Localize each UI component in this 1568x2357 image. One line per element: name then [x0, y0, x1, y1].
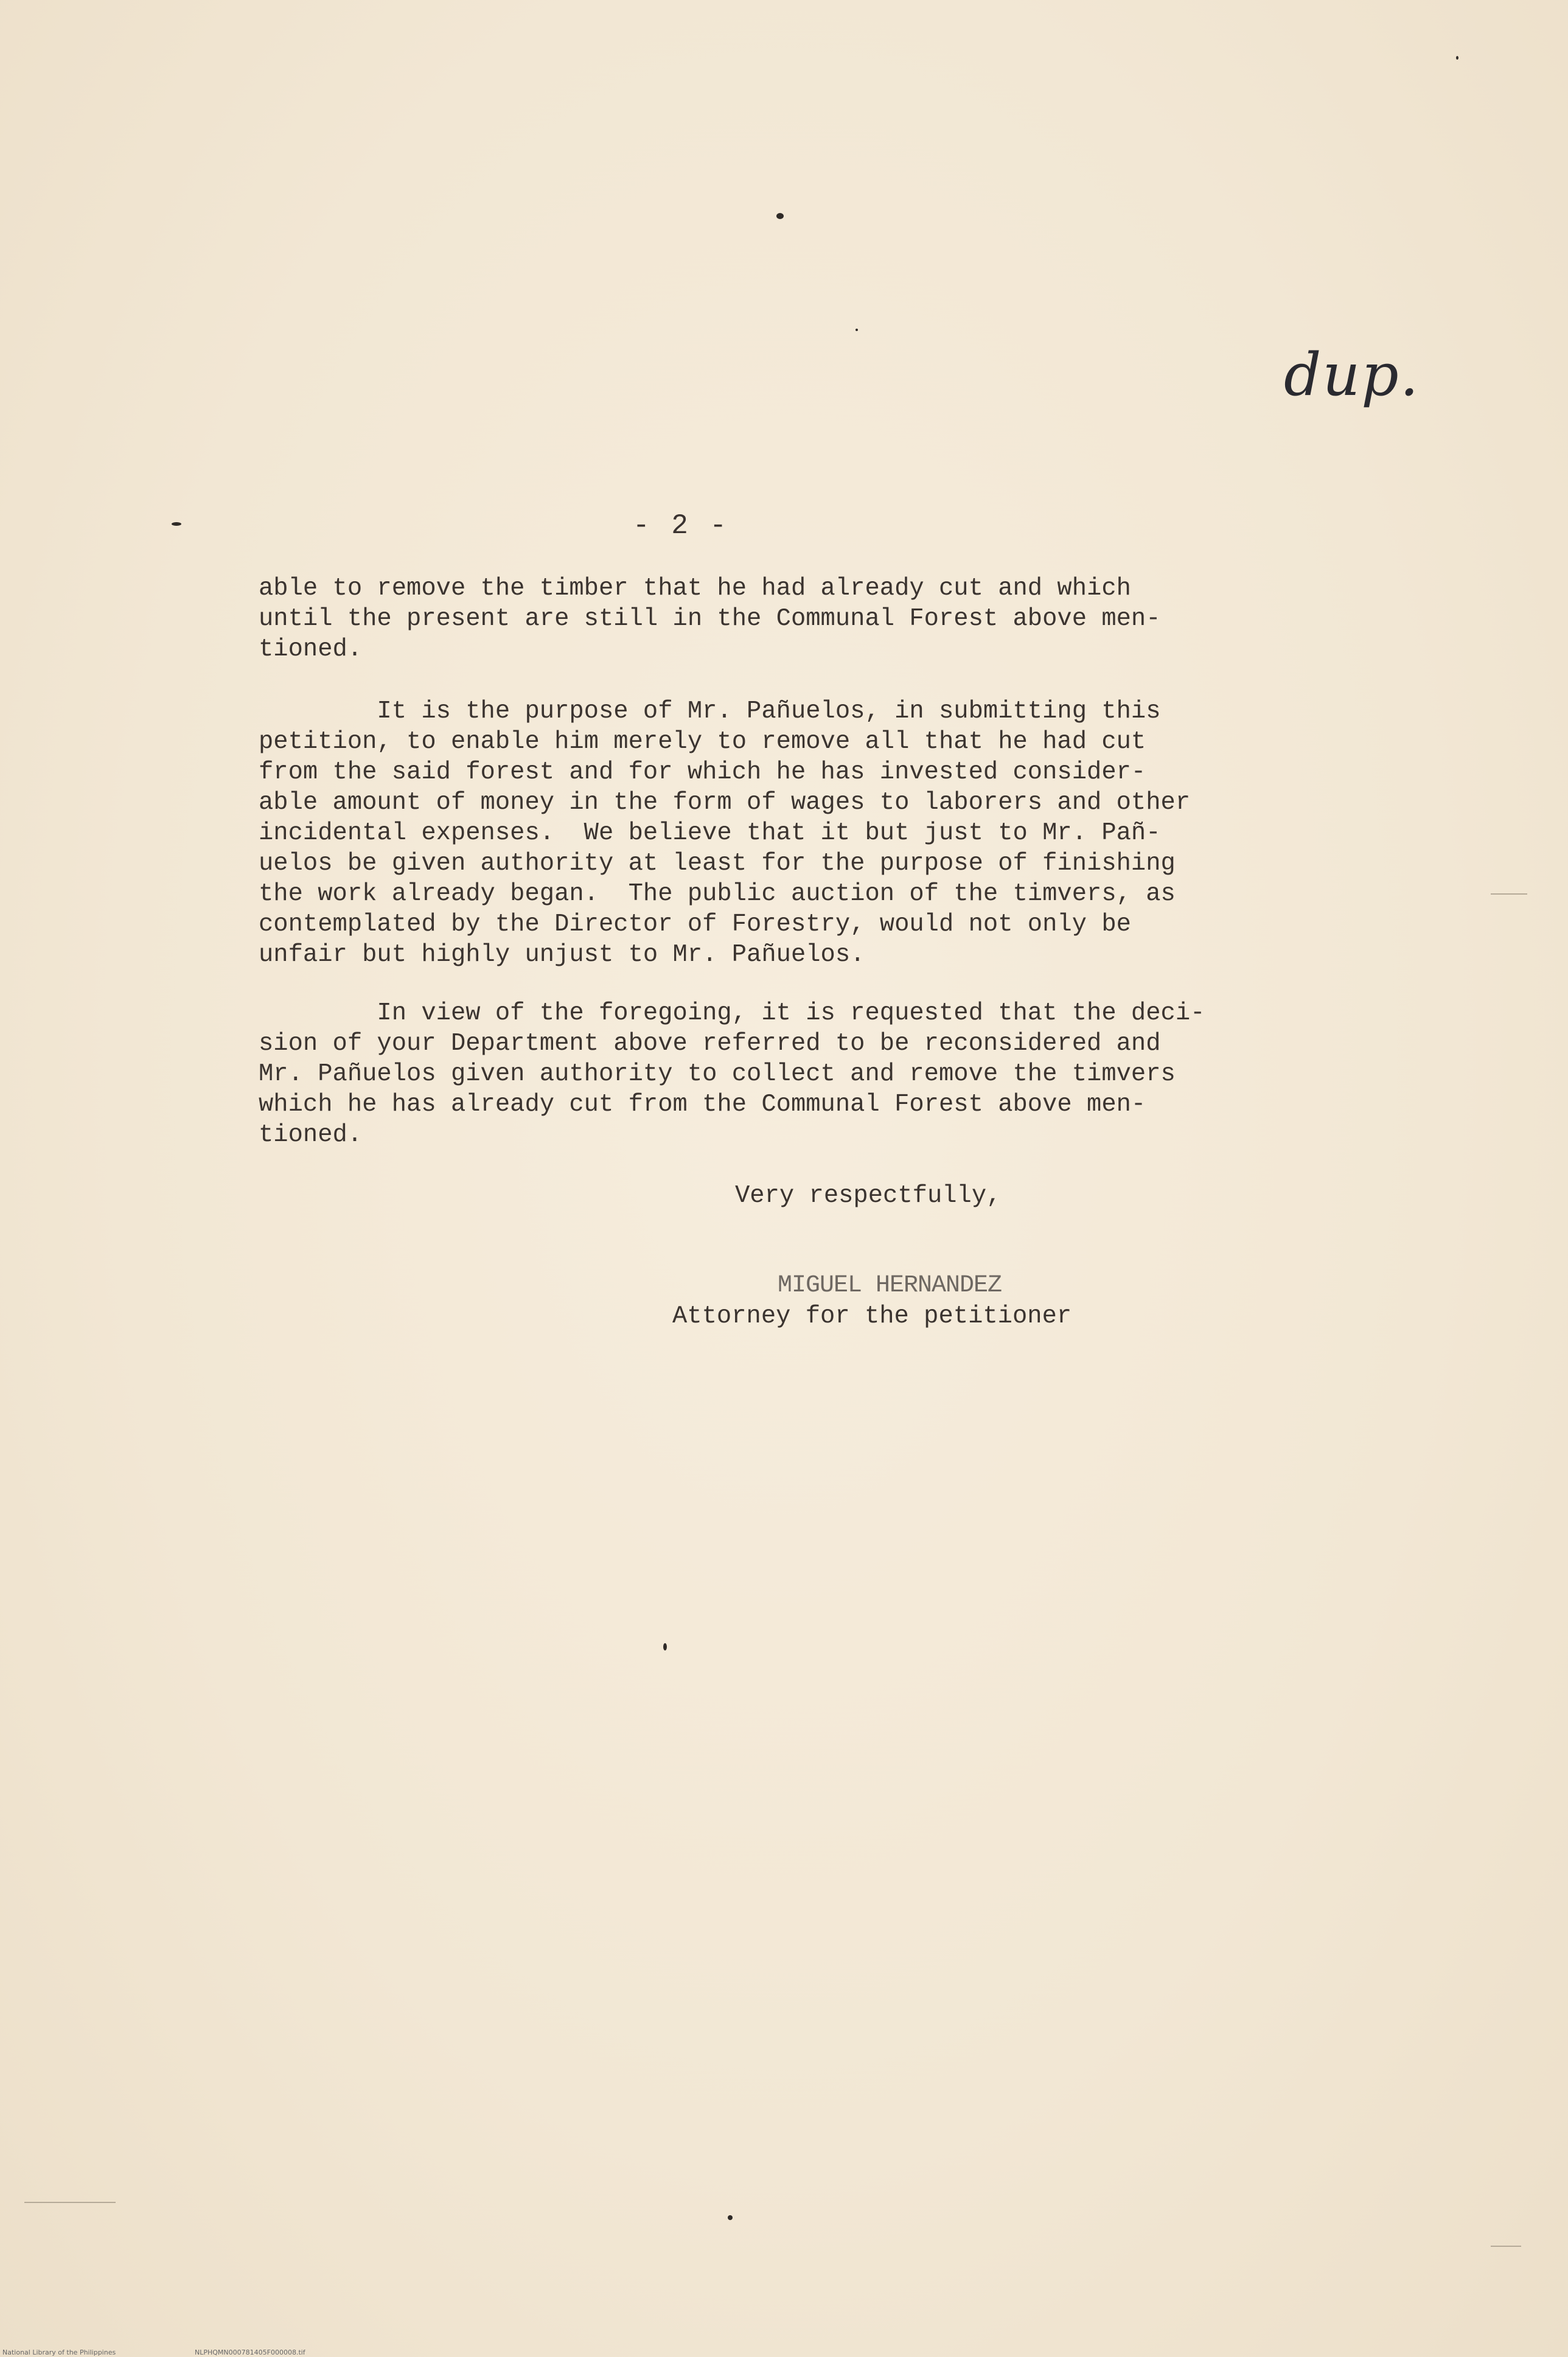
- page-number: - 2 -: [633, 510, 730, 542]
- ink-speck: [855, 329, 858, 331]
- paragraph-2: It is the purpose of Mr. Pañuelos, in submitting this petition, to enable him merely to remove all that he had cut from the said forest and for which he has invested consider- able amount of money in the form of wages to laborers and other incidental expenses. We believe that it but just to Mr. Pañ- uelos be given authority at least for the purpose of finishing the work already began. The public auction of the timvers, as contemplated by the Director of Forestry, would not only be unfair but highly unjust to Mr. Pañuelos.: [259, 697, 1191, 969]
- scan-edge-mark: [1491, 893, 1527, 895]
- ink-speck: [1456, 56, 1458, 60]
- paragraph-3: In view of the foregoing, it is requested that the deci- sion of your Department above referred to be reconsidered and Mr. Pañuelos given authority to collect and remove the timvers which he has already cut from the Communal Forest above men- tioned.: [259, 999, 1205, 1149]
- signature-title: Attorney for the petitioner: [672, 1302, 1072, 1330]
- paragraph-1: able to remove the timber that he had already cut and which until the present are still in the Communal Forest above men- tioned.: [259, 574, 1161, 663]
- footer-source: National Library of the Philippines: [2, 2348, 116, 2356]
- scan-edge-mark: [1491, 2246, 1521, 2247]
- ink-speck: [663, 1643, 667, 1650]
- handwritten-annotation: dup.: [1284, 341, 1420, 409]
- footer-filename: NLPHQMN000781405F000008.tif: [195, 2348, 305, 2356]
- closing-salutation: Very respectfully,: [735, 1182, 1002, 1210]
- scan-edge-mark: [24, 2202, 116, 2203]
- ink-speck: [728, 2215, 733, 2220]
- ink-speck: [776, 213, 784, 219]
- ink-speck: [172, 522, 181, 526]
- signature-name: MIGUEL HERNANDEZ: [778, 1272, 1002, 1299]
